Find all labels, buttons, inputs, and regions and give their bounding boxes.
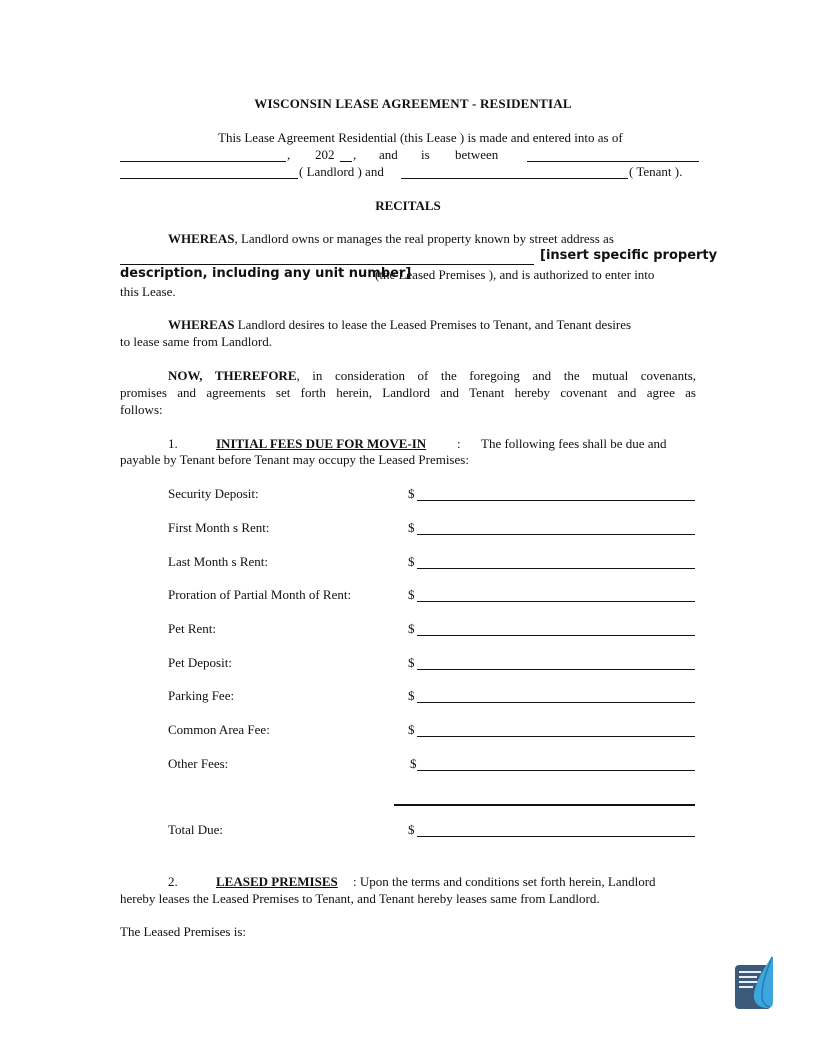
section-1-title: INITIAL FEES DUE FOR MOVE-IN <box>216 436 427 451</box>
intro-comma: , <box>287 147 291 162</box>
tenant-label: ( Tenant ). <box>629 164 683 179</box>
now-therefore-line-1 <box>168 367 696 384</box>
now-therefore-bold: NOW, THEREFORE <box>168 368 297 383</box>
fee-label-proration: Proration of Partial Month of Rent: <box>168 587 352 602</box>
fee-label-pet-rent: Pet Rent: <box>168 621 217 636</box>
whereas-1-rest: (the Leased Premises ), and is authorized to enter into <box>375 267 655 282</box>
fee-amount-blank-pet-rent[interactable] <box>417 635 695 636</box>
fee-label-security-deposit: Security Deposit: <box>168 486 259 501</box>
section-1-colon: : <box>457 436 461 451</box>
fee-label-last-month-rent: Last Month s Rent: <box>168 554 269 569</box>
fee-dollar-sign: $ <box>408 722 415 737</box>
total-dollar-sign: $ <box>408 822 415 837</box>
whereas-2-text: Landlord desires to lease the Leased Premises to Tenant, and Tenant desires <box>237 317 632 332</box>
whereas-2-end: to lease same from Landlord. <box>120 334 272 349</box>
fee-dollar-sign: $ <box>408 554 415 569</box>
fee-label-common-area-fee: Common Area Fee: <box>168 722 270 737</box>
total-due-label: Total Due: <box>168 822 224 837</box>
landlord-name-blank-1 <box>527 161 699 162</box>
intro-is: is <box>421 147 430 162</box>
intro-between: between <box>455 147 499 162</box>
whereas-1-end: this Lease. <box>120 284 176 299</box>
fee-dollar-sign: $ <box>410 756 417 771</box>
fee-dollar-sign: $ <box>408 621 415 636</box>
year-blank <box>340 161 352 162</box>
recitals-heading: RECITALS <box>375 198 441 213</box>
now-therefore-end: follows: <box>120 402 163 417</box>
section-2-line-2: hereby leases the Leased Premises to Tenant, and Tenant hereby leases same from Landlord. <box>120 891 600 906</box>
now-therefore-text: , in consideration of the foregoing and the mutual covenants, <box>296 368 697 383</box>
whereas-1-insert-a: [insert specific property <box>540 248 718 263</box>
document-title: WISCONSIN LEASE AGREEMENT - RESIDENTIAL <box>254 96 572 111</box>
fee-dollar-sign: $ <box>408 587 415 602</box>
fee-label-parking-fee: Parking Fee: <box>168 688 235 703</box>
document-logo-icon <box>734 956 774 1010</box>
now-therefore-line-2: promises and agreements set forth herein, Landlord and Tenant hereby covenant and agree as <box>120 385 696 400</box>
fee-dollar-sign: $ <box>408 688 415 703</box>
whereas-1-line-1 <box>168 231 614 247</box>
fee-dollar-sign: $ <box>408 486 415 501</box>
whereas-2-line-1 <box>168 317 631 333</box>
fee-amount-blank-common-area-fee[interactable] <box>417 736 695 737</box>
total-amount-blank[interactable] <box>417 836 695 837</box>
section-1-text: The following fees shall be due and <box>481 436 667 451</box>
fee-dollar-sign: $ <box>408 520 415 535</box>
whereas-1-insert-b: description, including any unit number] <box>120 266 412 281</box>
intro-line-1: This Lease Agreement Residential (this Lease ) is made and entered into as of <box>218 130 623 145</box>
intro-and: and <box>379 147 398 162</box>
section-2-number: 2. <box>168 874 178 889</box>
fee-amount-blank-security-deposit[interactable] <box>417 500 695 501</box>
leased-premises-is: The Leased Premises is: <box>120 924 246 939</box>
intro-comma-2: , <box>353 147 357 162</box>
fee-label-other-fees: Other Fees: <box>168 756 229 771</box>
whereas-1-text: , Landlord owns or manages the real property known by street address as <box>234 231 614 246</box>
whereas-1-bold: WHEREAS <box>168 231 235 246</box>
fee-amount-blank-proration[interactable] <box>417 601 695 602</box>
fee-amount-blank-pet-deposit[interactable] <box>417 669 695 670</box>
date-blank <box>120 161 286 162</box>
section-1-line-2: payable by Tenant before Tenant may occupy the Leased Premises: <box>120 452 469 467</box>
section-2-text: : Upon the terms and conditions set forth herein, Landlord <box>353 874 656 889</box>
property-address-blank <box>120 264 534 265</box>
fee-dollar-sign: $ <box>408 655 415 670</box>
intro-year: 202 <box>315 147 335 162</box>
fee-amount-blank-last-month-rent[interactable] <box>417 568 695 569</box>
total-separator-line <box>394 804 695 806</box>
whereas-2-bold: WHEREAS <box>168 317 235 332</box>
tenant-name-blank <box>401 178 628 179</box>
fee-amount-blank-first-month-rent[interactable] <box>417 534 695 535</box>
fee-amount-blank-parking-fee[interactable] <box>417 702 695 703</box>
section-2-title: LEASED PREMISES <box>216 874 338 889</box>
landlord-label: ( Landlord ) and <box>299 164 384 179</box>
section-1-number: 1. <box>168 436 178 451</box>
fee-amount-blank-other-fees[interactable] <box>417 770 695 771</box>
fee-label-first-month-rent: First Month s Rent: <box>168 520 270 535</box>
landlord-name-blank-2 <box>120 178 298 179</box>
fee-label-pet-deposit: Pet Deposit: <box>168 655 232 670</box>
